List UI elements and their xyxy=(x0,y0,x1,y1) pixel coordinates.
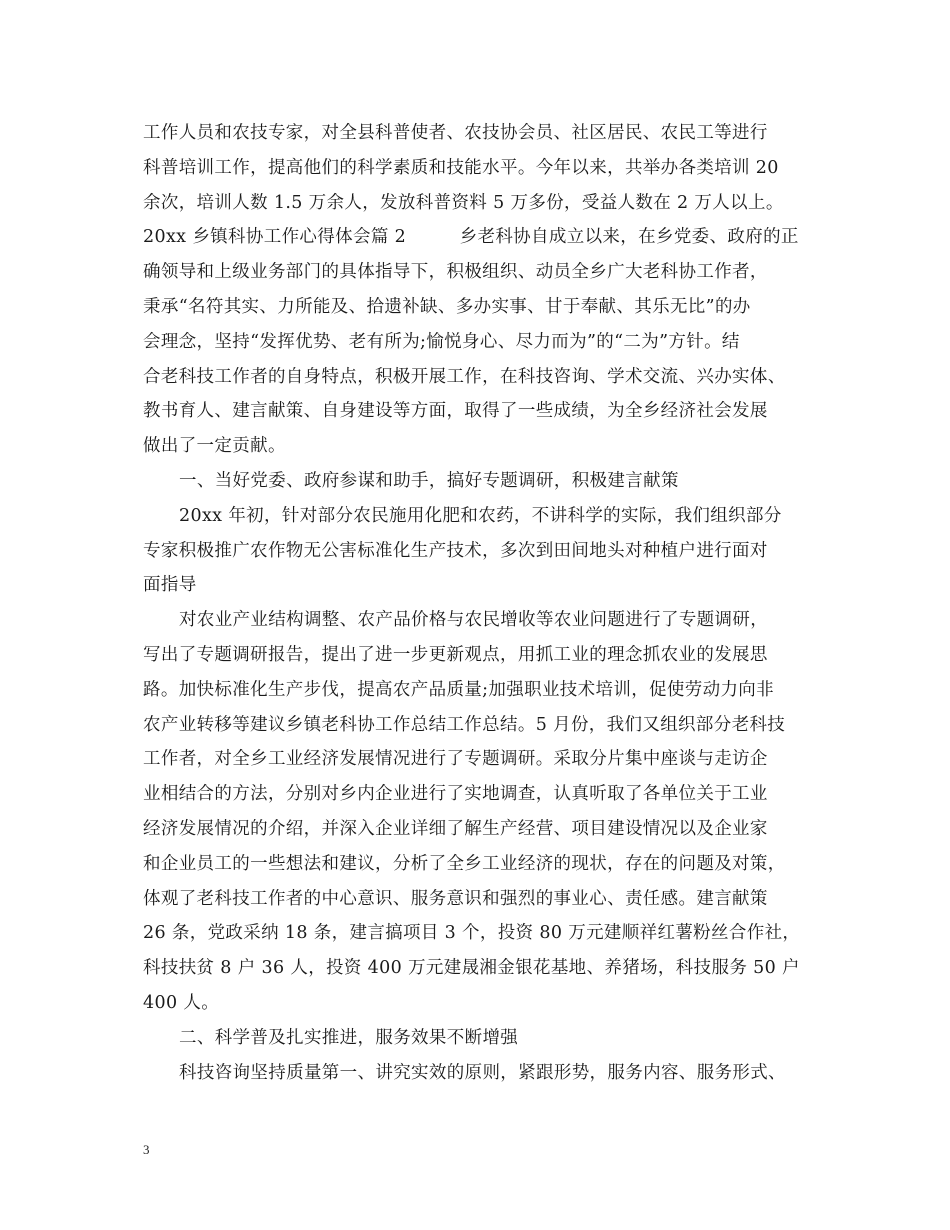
text-line: 做出了一定贡献。 xyxy=(143,436,286,457)
text-line: 体观了老科技工作者的中心意识、服务意识和强烈的事业心、责任感。建言献策 xyxy=(143,888,768,909)
text-line: 确领导和上级业务部门的具体指导下，积极组织、动员全乡广大老科协工作者， xyxy=(143,262,768,283)
text-line: 面指导 xyxy=(143,575,197,596)
text-line: 业相结合的方法，分别对乡内企业进行了实地调查，认真听取了各单位关于工业 xyxy=(143,784,768,805)
text-line: 经济发展情况的介绍，并深入企业详细了解生产经营、项目建设情况以及企业家 xyxy=(143,818,768,839)
text-line: 教书育人、建言献策、自身建设等方面，取得了一些成绩，为全乡经济社会发展 xyxy=(143,401,768,422)
text-line: 写出了专题调研报告，提出了进一步更新观点，用抓工业的理念抓农业的发展思 xyxy=(143,644,768,665)
text-line: 余次，培训人数 1.5 万余人，发放科普资料 5 万多份，受益人数在 2 万人以上。 xyxy=(143,192,784,213)
text-line: 和企业员工的一些想法和建议，分析了全乡工业经济的现状，存在的问题及对策， xyxy=(143,853,786,874)
text-line: 科普培训工作，提高他们的科学素质和技能水平。今年以来，共举办各类培训 20 xyxy=(143,157,779,178)
text-line: 工作人员和农技专家，对全县科普使者、农技协会员、社区居民、农民工等进行 xyxy=(143,123,768,143)
text-line: 合老科技工作者的自身特点，积极开展工作，在科技咨询、学术交流、兴办实体、 xyxy=(143,366,786,387)
text-line: 秉承“名符其实、力所能及、拾遗补缺、多办实事、甘于奉献、其乐无比”的办 xyxy=(143,296,751,317)
text-line: 科技扶贫 8 户 36 人，投资 400 万元建晟湘金银花基地、养猪场，科技服务 50 户 xyxy=(143,958,800,979)
text-line: 路。加快标准化生产步伐，提高农产品质量;加强职业技术培训，促使劳动力向非 xyxy=(143,679,774,700)
page-number: 3 xyxy=(143,1142,150,1157)
text-line: 专家积极推广农作物无公害标准化生产技术，多次到田间地头对种植户进行面对 xyxy=(143,540,768,561)
text-line: 农产业转移等建议乡镇老科协工作总结工作总结。5 月份，我们又组织部分老科技 xyxy=(143,714,786,735)
text-line: 二、科学普及扎实推进，服务效果不断增强 xyxy=(179,1027,519,1048)
text-line: 400 人。 xyxy=(143,992,220,1013)
text-line: 26 条，党政采纳 18 条，建言搞项目 3 个，投资 80 万元建顺祥红薯粉丝合作社， xyxy=(143,923,801,944)
text-line: 对农业产业结构调整、农产品价格与农民增收等农业问题进行了专题调研， xyxy=(179,610,769,631)
text-line: 工作者，对全乡工业经济发展情况进行了专题调研。采取分片集中座谈与走访企 xyxy=(143,749,768,770)
text-line: 会理念，坚持“发挥优势、老有所为;愉悦身心、尽力而为”的“二为”方针。结 xyxy=(143,331,740,352)
text-line: 科技咨询坚持质量第一、讲究实效的原则，紧跟形势，服务内容、服务形式、 xyxy=(179,1062,786,1083)
document-body xyxy=(143,116,815,1090)
text-line: 20xx 年初，针对部分农民施用化肥和农药，不讲科学的实际，我们组织部分 xyxy=(179,505,782,526)
text-line: 一、当好党委、政府参谋和助手，搞好专题调研，积极建言献策 xyxy=(179,470,679,491)
text-line: 20xx 乡镇科协工作心得体会篇 2 乡老科协自成立以来，在乡党委、政府的正 xyxy=(143,227,799,248)
